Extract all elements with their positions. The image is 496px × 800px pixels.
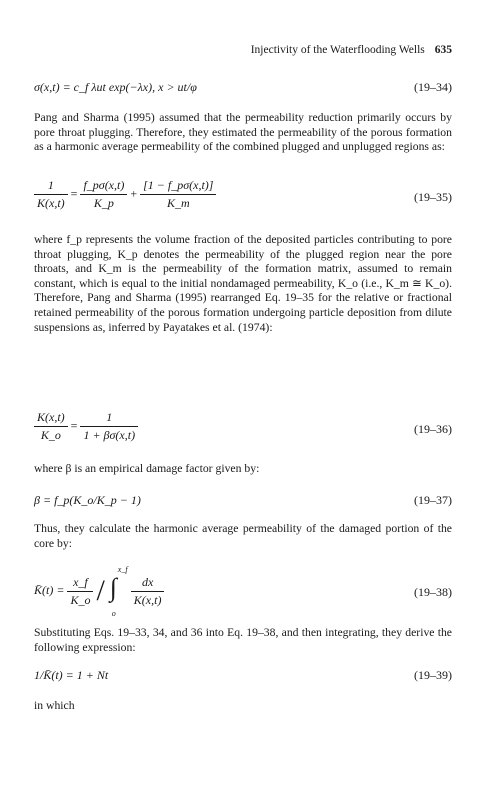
equation-19-37 xyxy=(34,493,452,508)
denominator: K(x,t) xyxy=(37,196,65,210)
denominator: K_m xyxy=(166,196,190,210)
fraction-rhs xyxy=(80,410,138,443)
numerator: 1 xyxy=(34,178,68,195)
denominator: K_o xyxy=(40,428,61,442)
denominator: K_o xyxy=(70,592,91,607)
fraction-term-1 xyxy=(80,178,127,211)
paragraph-3 xyxy=(34,462,452,477)
equation-body: β = f_p(K_o/K_p − 1) xyxy=(34,493,141,507)
numerator: K(x,t) xyxy=(34,410,68,427)
paragraph-6 xyxy=(34,699,452,714)
denominator: K(x,t) xyxy=(133,592,162,607)
equation-number: (19–35) xyxy=(414,190,452,204)
running-title: Injectivity of the Waterflooding Wells xyxy=(250,44,425,56)
denominator: K_p xyxy=(93,196,114,210)
paragraph-text: Substituting Eqs. 19–33, 34, and 36 into Eq. 19–38, and then integrating, they derive the following expression: xyxy=(34,626,452,654)
fraction-lhs xyxy=(34,178,68,211)
paragraph-1 xyxy=(34,111,452,155)
fraction-integrand xyxy=(131,575,165,608)
equation-19-34 xyxy=(34,80,452,95)
fraction-term-2 xyxy=(140,178,216,211)
equation-body: 1/K̄(t) = 1 + Nt xyxy=(34,668,109,682)
paragraph-5 xyxy=(34,626,452,655)
running-header xyxy=(34,44,452,56)
numerator: [1 − f_pσ(x,t)] xyxy=(140,178,216,195)
equation-19-38 xyxy=(34,565,452,617)
paragraph-text: where β is an empirical damage factor given by: xyxy=(34,462,260,475)
numerator: f_pσ(x,t) xyxy=(80,178,127,195)
numerator: 1 xyxy=(80,410,138,427)
equation-number: (19–38) xyxy=(414,585,452,599)
paragraph-text: Thus, they calculate the harmonic average permeability of the damaged portion of the core by: xyxy=(34,522,452,550)
equation-body: σ(x,t) = c_f λut exp(−λx), x > ut/φ xyxy=(34,80,197,94)
paragraph-4 xyxy=(34,522,452,551)
integral-sign: ∫ xyxy=(109,573,117,602)
equation-19-36: $\frac{K(x,t)}{K\_o}$ = $\frac{1}{1 + \beta\sigma(x,t)}$ (19–36) xyxy=(34,410,452,450)
equation-number: (19–36) xyxy=(414,422,452,436)
paragraph-text: in which xyxy=(34,699,75,712)
equation-number: (19–39) xyxy=(414,668,452,682)
numerator: x_f xyxy=(67,575,93,592)
numerator: dx xyxy=(131,575,165,592)
paragraph-2 xyxy=(34,233,452,335)
equation-lhs: K̄(t) = xyxy=(34,582,65,597)
equation-19-35: $\frac{1}{K(x,t)}$ = $\frac{f\_p\sigma(x,t)}{K\_p}$ + $\frac{[1 - f\_p\sigma(x,t)]}{K\_m}$ (19–35) xyxy=(34,178,452,218)
paragraph-text: Pang and Sharma (1995) assumed that the permeability reduction primarily occurs by pore throat plugging. Therefore, they estimated the permeability of the porous formation as a harmonic average permeability of the combined plugged and unplugged regions as: xyxy=(34,111,452,154)
paragraph-text: where f_p represents the volume fraction of the deposited particles contributing to pore throat plugging, K_p denotes the permeability of the plugged region near the pore throats, and K_m is the permeability of the formation matrix, assumed to remain constant, which is equal to the initial nondamaged permeability, K_o (i.e., K_m ≅ K_o). Therefore, Pang and Sharma (1995) rearranged Eq. 19–35 for the relative or fractional retained permeability of the porous formation undergoing particle deposition from dilute suspensions as, inferred by Payatakes et al. (1974): xyxy=(34,233,452,334)
equation-19-39 xyxy=(34,668,452,683)
division-slash: / xyxy=(96,574,105,607)
fraction-prefactor xyxy=(67,575,93,608)
denominator: 1 + βσ(x,t) xyxy=(83,428,136,442)
equation-number: (19–34) xyxy=(414,80,452,94)
equation-number: (19–37) xyxy=(414,493,452,507)
page-number: 635 xyxy=(434,44,452,56)
integral xyxy=(108,565,128,618)
integral-lower-limit: o xyxy=(111,609,116,618)
fraction-lhs xyxy=(34,410,68,443)
integral-upper-limit: x_f xyxy=(117,565,128,574)
